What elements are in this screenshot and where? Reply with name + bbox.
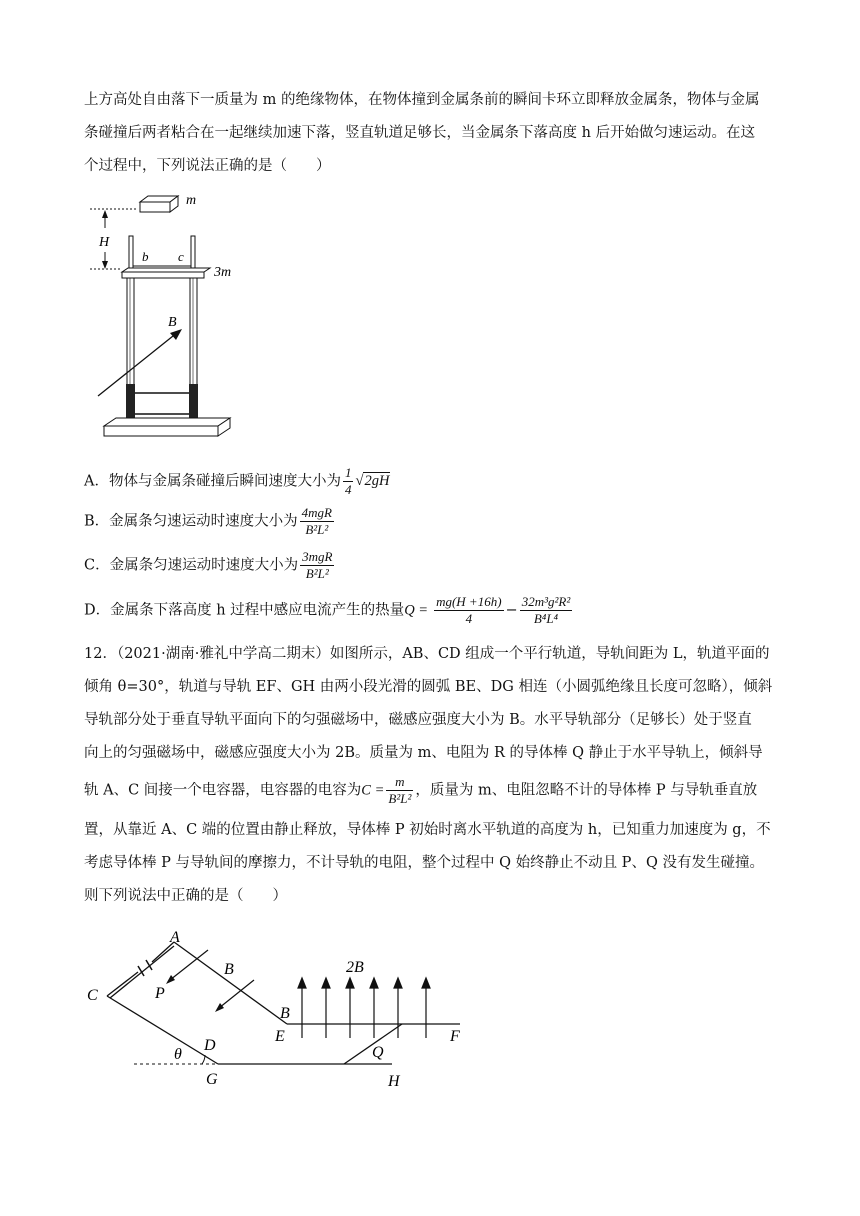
intro-line-2: 条碰撞后两者粘合在一起继续加速下落，竖直轨道足够长，当金属条下落高度 h 后开始做匀速运动。在这: [84, 125, 756, 141]
q12-line-7: 考虑导体棒 P 与导轨间的摩擦力，不计导轨的电阻，整个过程中 Q 始终静止不动且 P、Q 没有发生碰撞。: [84, 855, 764, 871]
label-G: G: [206, 1071, 218, 1088]
label-H: H: [388, 1073, 400, 1090]
figure-2-rails: [82, 928, 482, 1093]
label-2B: 2B: [346, 959, 364, 976]
q12-line-3: 导轨部分处于垂直导轨平面向下的匀强磁场中，磁感应强度大小为 B。水平导轨部分（足够长）处于竖直: [84, 712, 752, 728]
label-F: F: [450, 1028, 460, 1045]
q12-line-1: 12．（2021·湖南·雅礼中学高二期末）如图所示，AB、CD 组成一个平行轨道，导轨间距为 L，轨道平面的: [84, 646, 770, 662]
label-b: b: [142, 249, 149, 264]
label-H: H: [99, 235, 110, 250]
q12-line-5: 轨 A、C 间接一个电容器，电容器的电容为C = $\frac{m}{\text{B²L²}}$ ，质量为 m、电阻忽略不计的导体棒 P 与导轨垂直放: [84, 774, 758, 806]
q12-line-6: 置，从靠近 A、C 端的位置由静止释放，导体棒 P 初始时离水平轨道的高度为 h，已知重力加速度为 g，不: [84, 822, 771, 838]
q12-line-8: 则下列说法中正确的是（ ）: [84, 888, 287, 904]
base-plate: [104, 418, 230, 426]
option-B: B．金属条匀速运动时速度大小为 $\frac{\text{4mgR}}{\text{B²L²}}$: [84, 505, 332, 537]
label-C: C: [87, 987, 98, 1004]
option-D: D．金属条下落高度 h 过程中感应电流产生的热量Q = $\frac{mg(H +16h)}{4}$ − $\frac{\text{32m³g²R²}}{\text{B⁴L⁴}}$: [84, 594, 571, 626]
label-theta: θ: [174, 1046, 182, 1063]
label-B-end: B: [280, 1005, 290, 1022]
option-C: C．金属条匀速运动时速度大小为 $\frac{\text{3mgR}}{\text{B²L²}}$: [84, 549, 333, 581]
label-Q: Q: [372, 1044, 384, 1061]
intro-line-3: 个过程中，下列说法正确的是（ ）: [84, 158, 331, 174]
option-A: A．物体与金属条碰撞后瞬间速度大小为 $\frac{1}{4}$ √2gH: [84, 465, 390, 497]
q12-line-4: 向上的匀强磁场中，磁感应强度大小为 2B。质量为 m、电阻为 R 的导体棒 Q 静止于水平导轨上，倾斜导: [84, 745, 763, 761]
label-3m: 3m: [214, 265, 232, 280]
label-E: E: [275, 1028, 285, 1045]
intro-line-1: 上方高处自由落下一质量为 m 的绝缘物体，在物体撞到金属条前的瞬间卡环立即释放金属条，物体与金属: [84, 92, 760, 108]
label-D: D: [204, 1037, 216, 1054]
label-B-field: B: [224, 961, 234, 978]
label-c: c: [178, 249, 184, 264]
figure-1-apparatus: [88, 188, 248, 443]
label-A: A: [170, 929, 180, 946]
metal-bar-3m: [122, 268, 210, 272]
label-P: P: [155, 985, 165, 1002]
q12-line-2: 倾角 θ=30°，轨道与导轨 EF、GH 由两小段光滑的圆弧 BE、DG 相连（小圆弧绝缘且长度可忽略），倾斜: [84, 679, 773, 695]
label-m: m: [186, 193, 197, 208]
label-B: B: [168, 315, 177, 330]
